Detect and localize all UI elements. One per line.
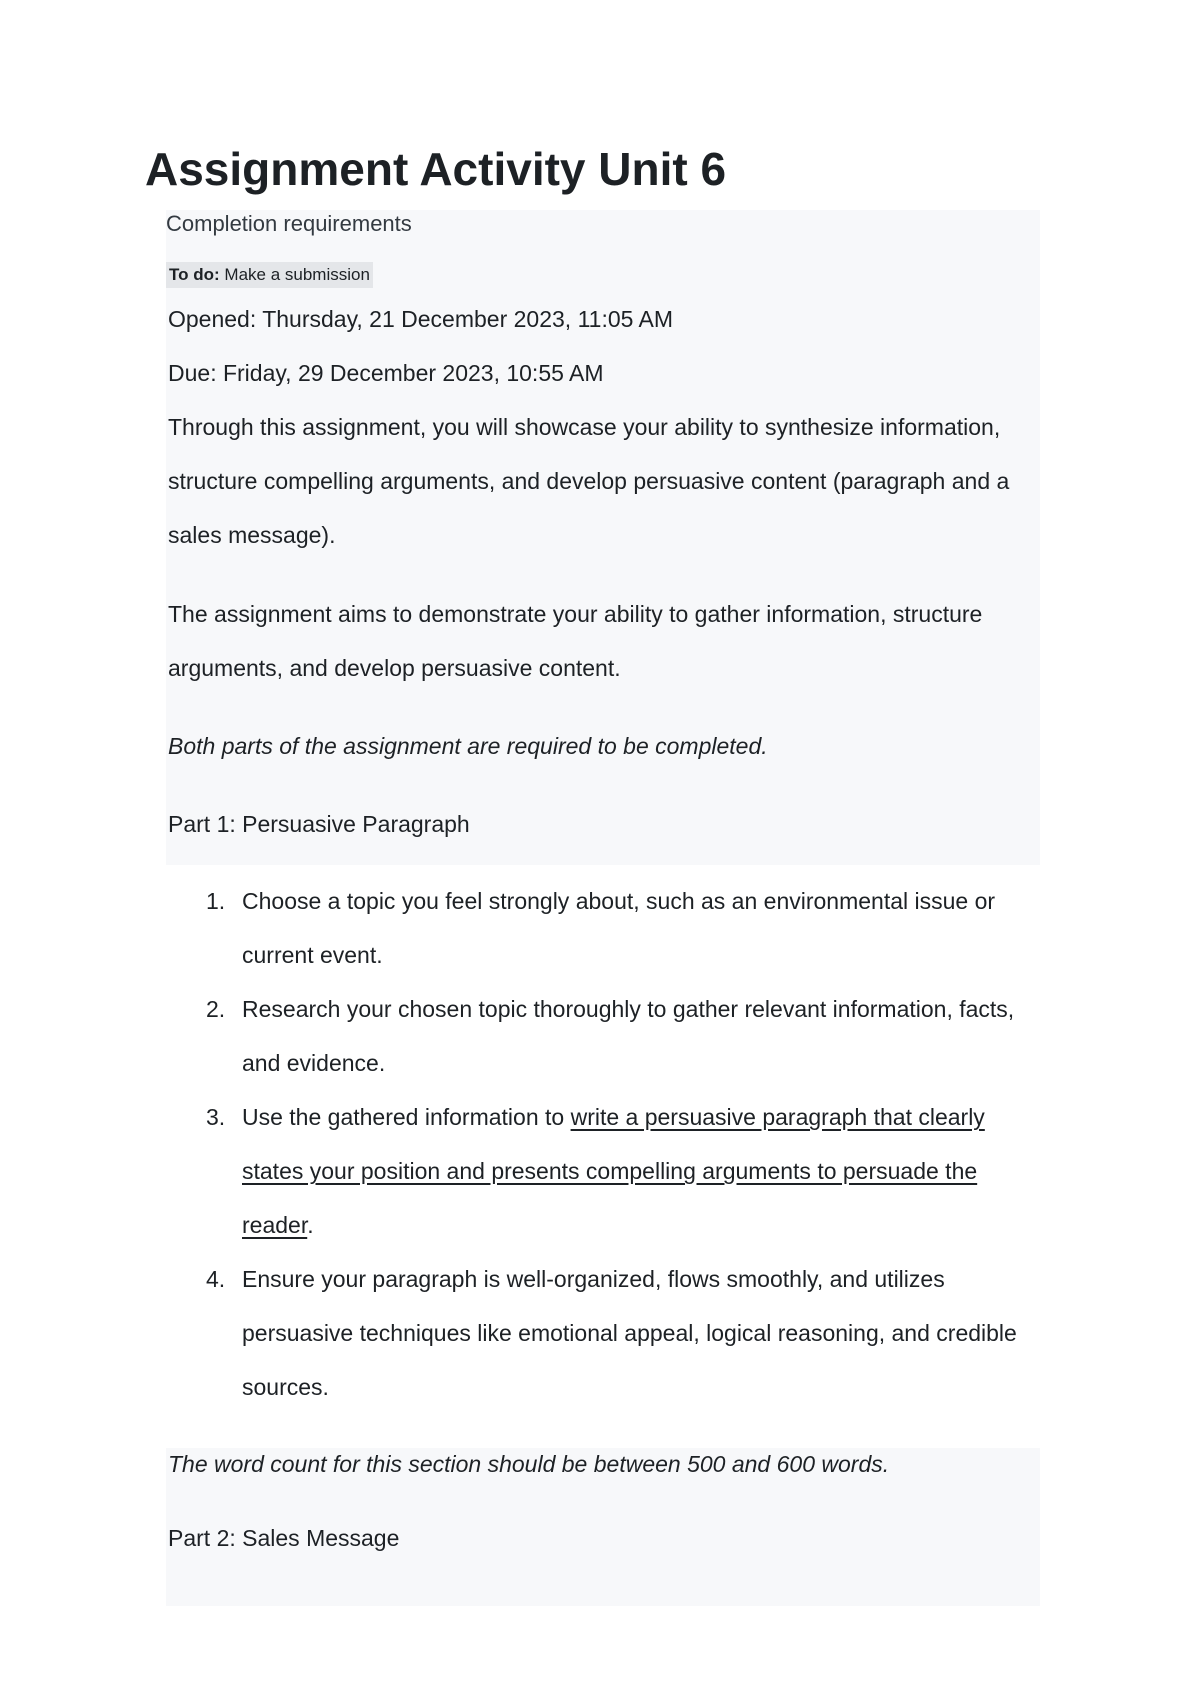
todo-label: To do: [169,265,220,284]
step-text: Choose a topic you feel strongly about, such as an environmental issue or current event. [242,888,996,968]
todo-value: Make a submission [224,265,370,284]
step-text: Ensure your paragraph is well-organized, flows smoothly, and utilizes persuasive techniques like emotional appeal, logical reasoning, and credible sources. [242,1266,1017,1400]
part1-heading: Part 1: Persuasive Paragraph [168,811,470,837]
todo-badge [166,262,373,288]
list-item [168,874,1048,982]
step-number: 2. [206,996,226,1022]
due-date: Due: Friday, 29 December 2023, 10:55 AM [168,360,604,386]
step-text-underlined: write a persuasive paragraph that clearly states your position and presents compelling arguments to persuade the reader [242,1104,985,1238]
step-text-tail: . [307,1212,314,1238]
word-count-note: The word count for this section should be between 500 and 600 words. [168,1451,890,1477]
opened-date: Opened: Thursday, 21 December 2023, 11:05 AM [168,306,674,332]
intro-paragraph: Through this assignment, you will showcase your ability to synthesize information, structure compelling arguments, and develop persuasive content (paragraph and a sales message). [168,414,1010,548]
list-item [168,1090,1048,1252]
aim-paragraph: The assignment aims to demonstrate your ability to gather information, structure arguments, and develop persuasive content. [168,601,983,681]
part1-steps-list [168,874,1048,1414]
list-item [168,982,1048,1090]
step-text: Research your chosen topic thoroughly to gather relevant information, facts, and evidence. [242,996,1015,1076]
step-number: 1. [206,888,226,914]
step-number: 3. [206,1104,226,1130]
part2-heading: Part 2: Sales Message [168,1525,400,1551]
step-text-lead: Use the gathered information to [242,1104,571,1130]
completion-requirements-label[interactable]: Completion requirements [166,211,412,236]
page-title: Assignment Activity Unit 6 [145,143,727,195]
step-number: 4. [206,1266,226,1292]
both-parts-note: Both parts of the assignment are required to be completed. [168,733,768,759]
list-item [168,1252,1048,1414]
